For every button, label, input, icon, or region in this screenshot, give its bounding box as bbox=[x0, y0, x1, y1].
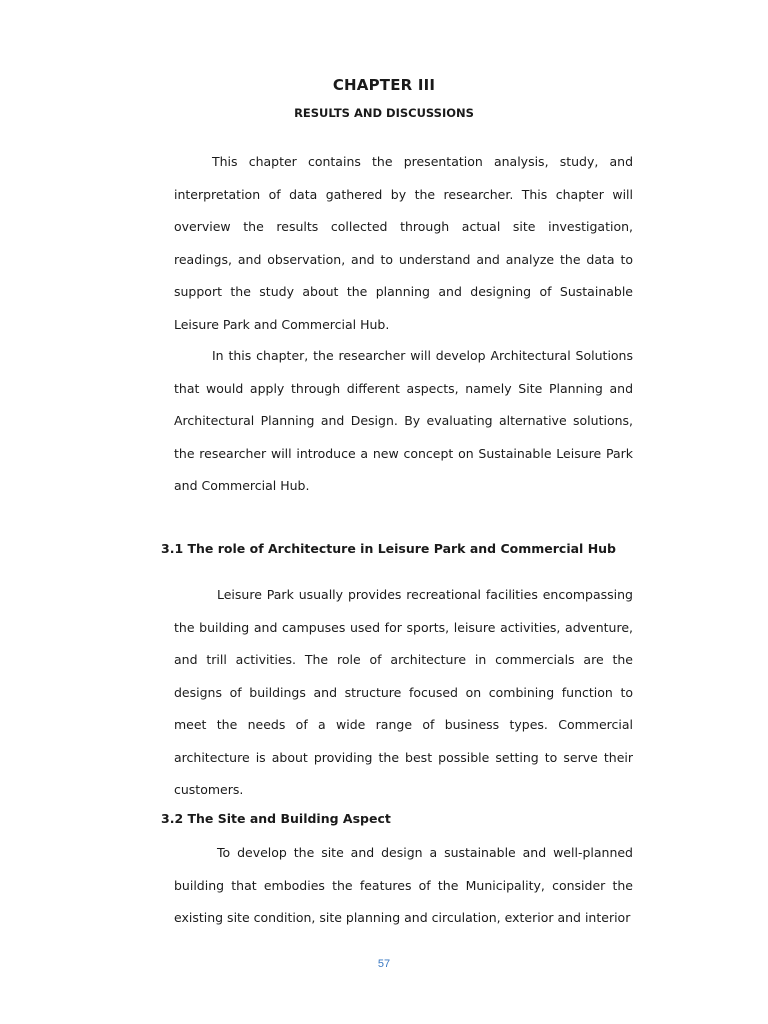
section-3-1-text: Leisure Park usually provides recreational facilities encompassing the building and campuses used for sports, leisure activities, adventure, and trill activities. The role of architecture in commercials are the designs of buildings and structure focused on combining function to meet the needs of a wide range of business types. Commercial architecture is about providing the best possible setting to serve their customers. bbox=[174, 587, 633, 797]
intro-paragraph-1 bbox=[174, 146, 633, 341]
intro-paragraph-2-text: In this chapter, the researcher will develop Architectural Solutions that would apply through different aspects, namely Site Planning and Architectural Planning and Design. By evaluating alternative solutions, the researcher will introduce a new concept on Sustainable Leisure Park and Commercial Hub. bbox=[174, 348, 633, 493]
page-number: 57 bbox=[377, 958, 391, 970]
section-heading-3-2: 3.2 The Site and Building Aspect bbox=[161, 811, 391, 826]
chapter-title: CHAPTER III bbox=[332, 76, 436, 94]
section-3-2-paragraph bbox=[174, 837, 633, 935]
section-3-2-text: To develop the site and design a sustainable and well-planned building that embodies the features of the Municipality, consider the existing site condition, site planning and circulation, exterior and interior bbox=[174, 845, 633, 925]
intro-paragraph-1-text: This chapter contains the presentation analysis, study, and interpretation of data gathered by the researcher. This chapter will overview the results collected through actual site investigation, readings, and observation, and to understand and analyze the data to support the study about the planning and designing of Sustainable Leisure Park and Commercial Hub. bbox=[174, 154, 633, 332]
intro-paragraph-2 bbox=[174, 340, 633, 503]
section-heading-3-1: 3.1 The role of Architecture in Leisure Park and Commercial Hub bbox=[161, 541, 617, 556]
section-3-1-paragraph bbox=[174, 579, 633, 807]
chapter-subtitle: RESULTS AND DISCUSSIONS bbox=[294, 106, 474, 120]
